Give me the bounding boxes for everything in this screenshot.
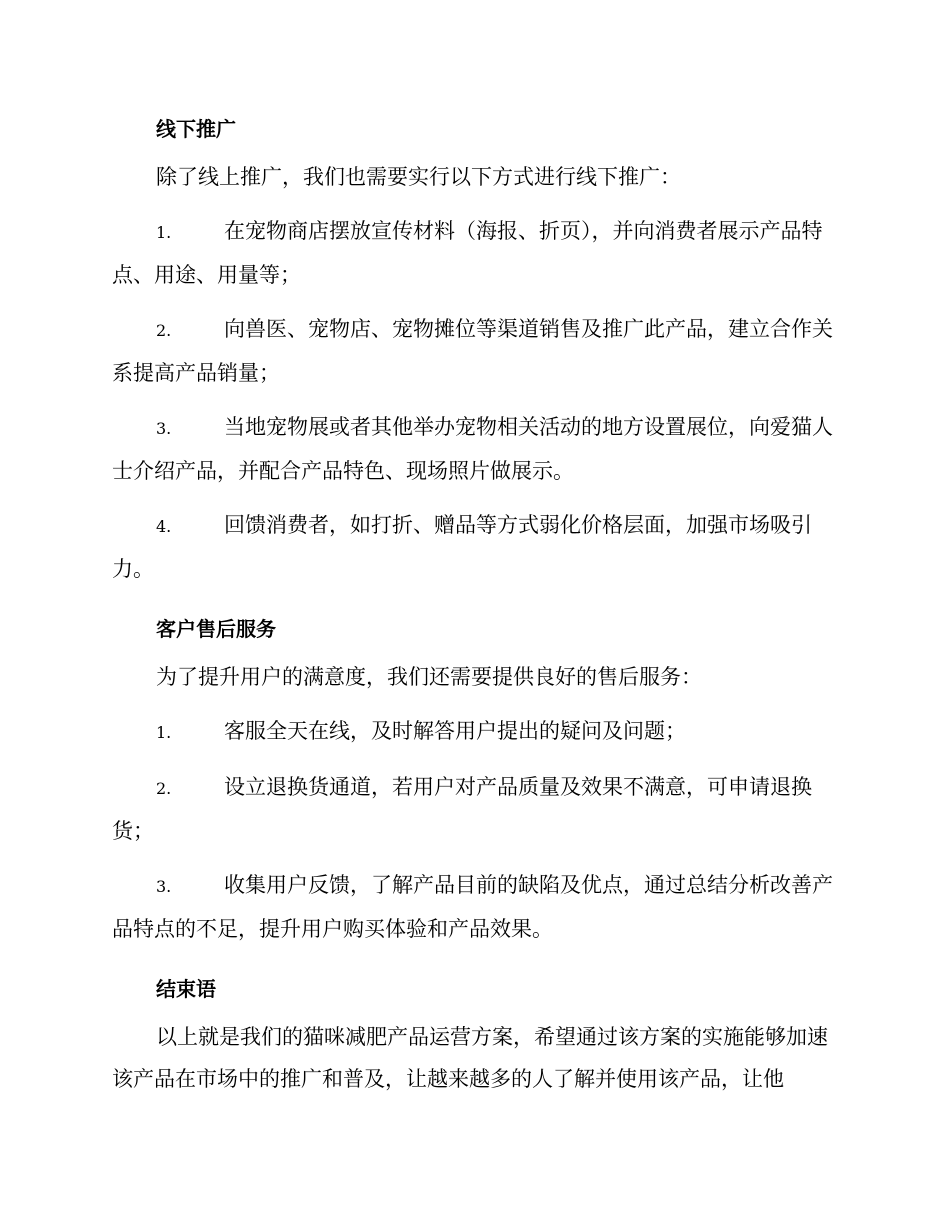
list-item-number: 4. [156, 517, 172, 536]
list-item-number: 1. [156, 223, 172, 242]
conclusion-paragraph: 以上就是我们的猫咪减肥产品运营方案，希望通过该方案的实施能够加速该产品在市场中的推广和普及，让越来越多的人了解并使用该产品，让他 [112, 1025, 828, 1091]
list-item-text: 收集用户反馈，了解产品目前的缺陷及优点，通过总结分析改善产品特点的不足，提升用户购买体验和产品效果。 [112, 873, 833, 941]
list-item-text: 设立退换货通道，若用户对产品质量及效果不满意，可申请退换货； [112, 775, 812, 843]
list-item-text: 客服全天在线，及时解答用户提出的疑问及问题； [224, 719, 686, 743]
section-heading-after-sales-service: 客户售后服务 [156, 617, 276, 641]
list-item-number: 1. [156, 723, 172, 742]
list-item-number: 2. [156, 779, 172, 798]
section-heading-offline-promotion: 线下推广 [156, 117, 236, 141]
list-item-text: 在宠物商店摆放宣传材料（海报、折页），并向消费者展示产品特点、用途、用量等； [112, 219, 823, 287]
section-intro: 除了线上推广，我们也需要实行以下方式进行线下推广： [156, 165, 681, 189]
list-item [112, 766, 834, 852]
list-item [112, 406, 834, 492]
list-item-number: 2. [156, 321, 172, 340]
list-item-text: 回馈消费者，如打折、赠品等方式弱化价格层面，加强市场吸引力。 [112, 513, 812, 581]
list-item [112, 710, 834, 754]
list-item [112, 864, 834, 950]
list-item [112, 210, 834, 296]
list-item-text: 当地宠物展或者其他举办宠物相关活动的地方设置展位，向爱猫人士介绍产品，并配合产品特色、现场照片做展示。 [112, 415, 833, 483]
list-item [112, 308, 834, 394]
document-page [112, 100, 834, 1112]
list-item-number: 3. [156, 419, 172, 438]
list-item [112, 504, 834, 590]
list-item-number: 3. [156, 877, 172, 896]
list-item-text: 向兽医、宠物店、宠物摊位等渠道销售及推广此产品，建立合作关系提高产品销量； [112, 317, 833, 385]
section-heading-conclusion: 结束语 [156, 977, 216, 1001]
section-intro: 为了提升用户的满意度，我们还需要提供良好的售后服务： [156, 665, 702, 689]
